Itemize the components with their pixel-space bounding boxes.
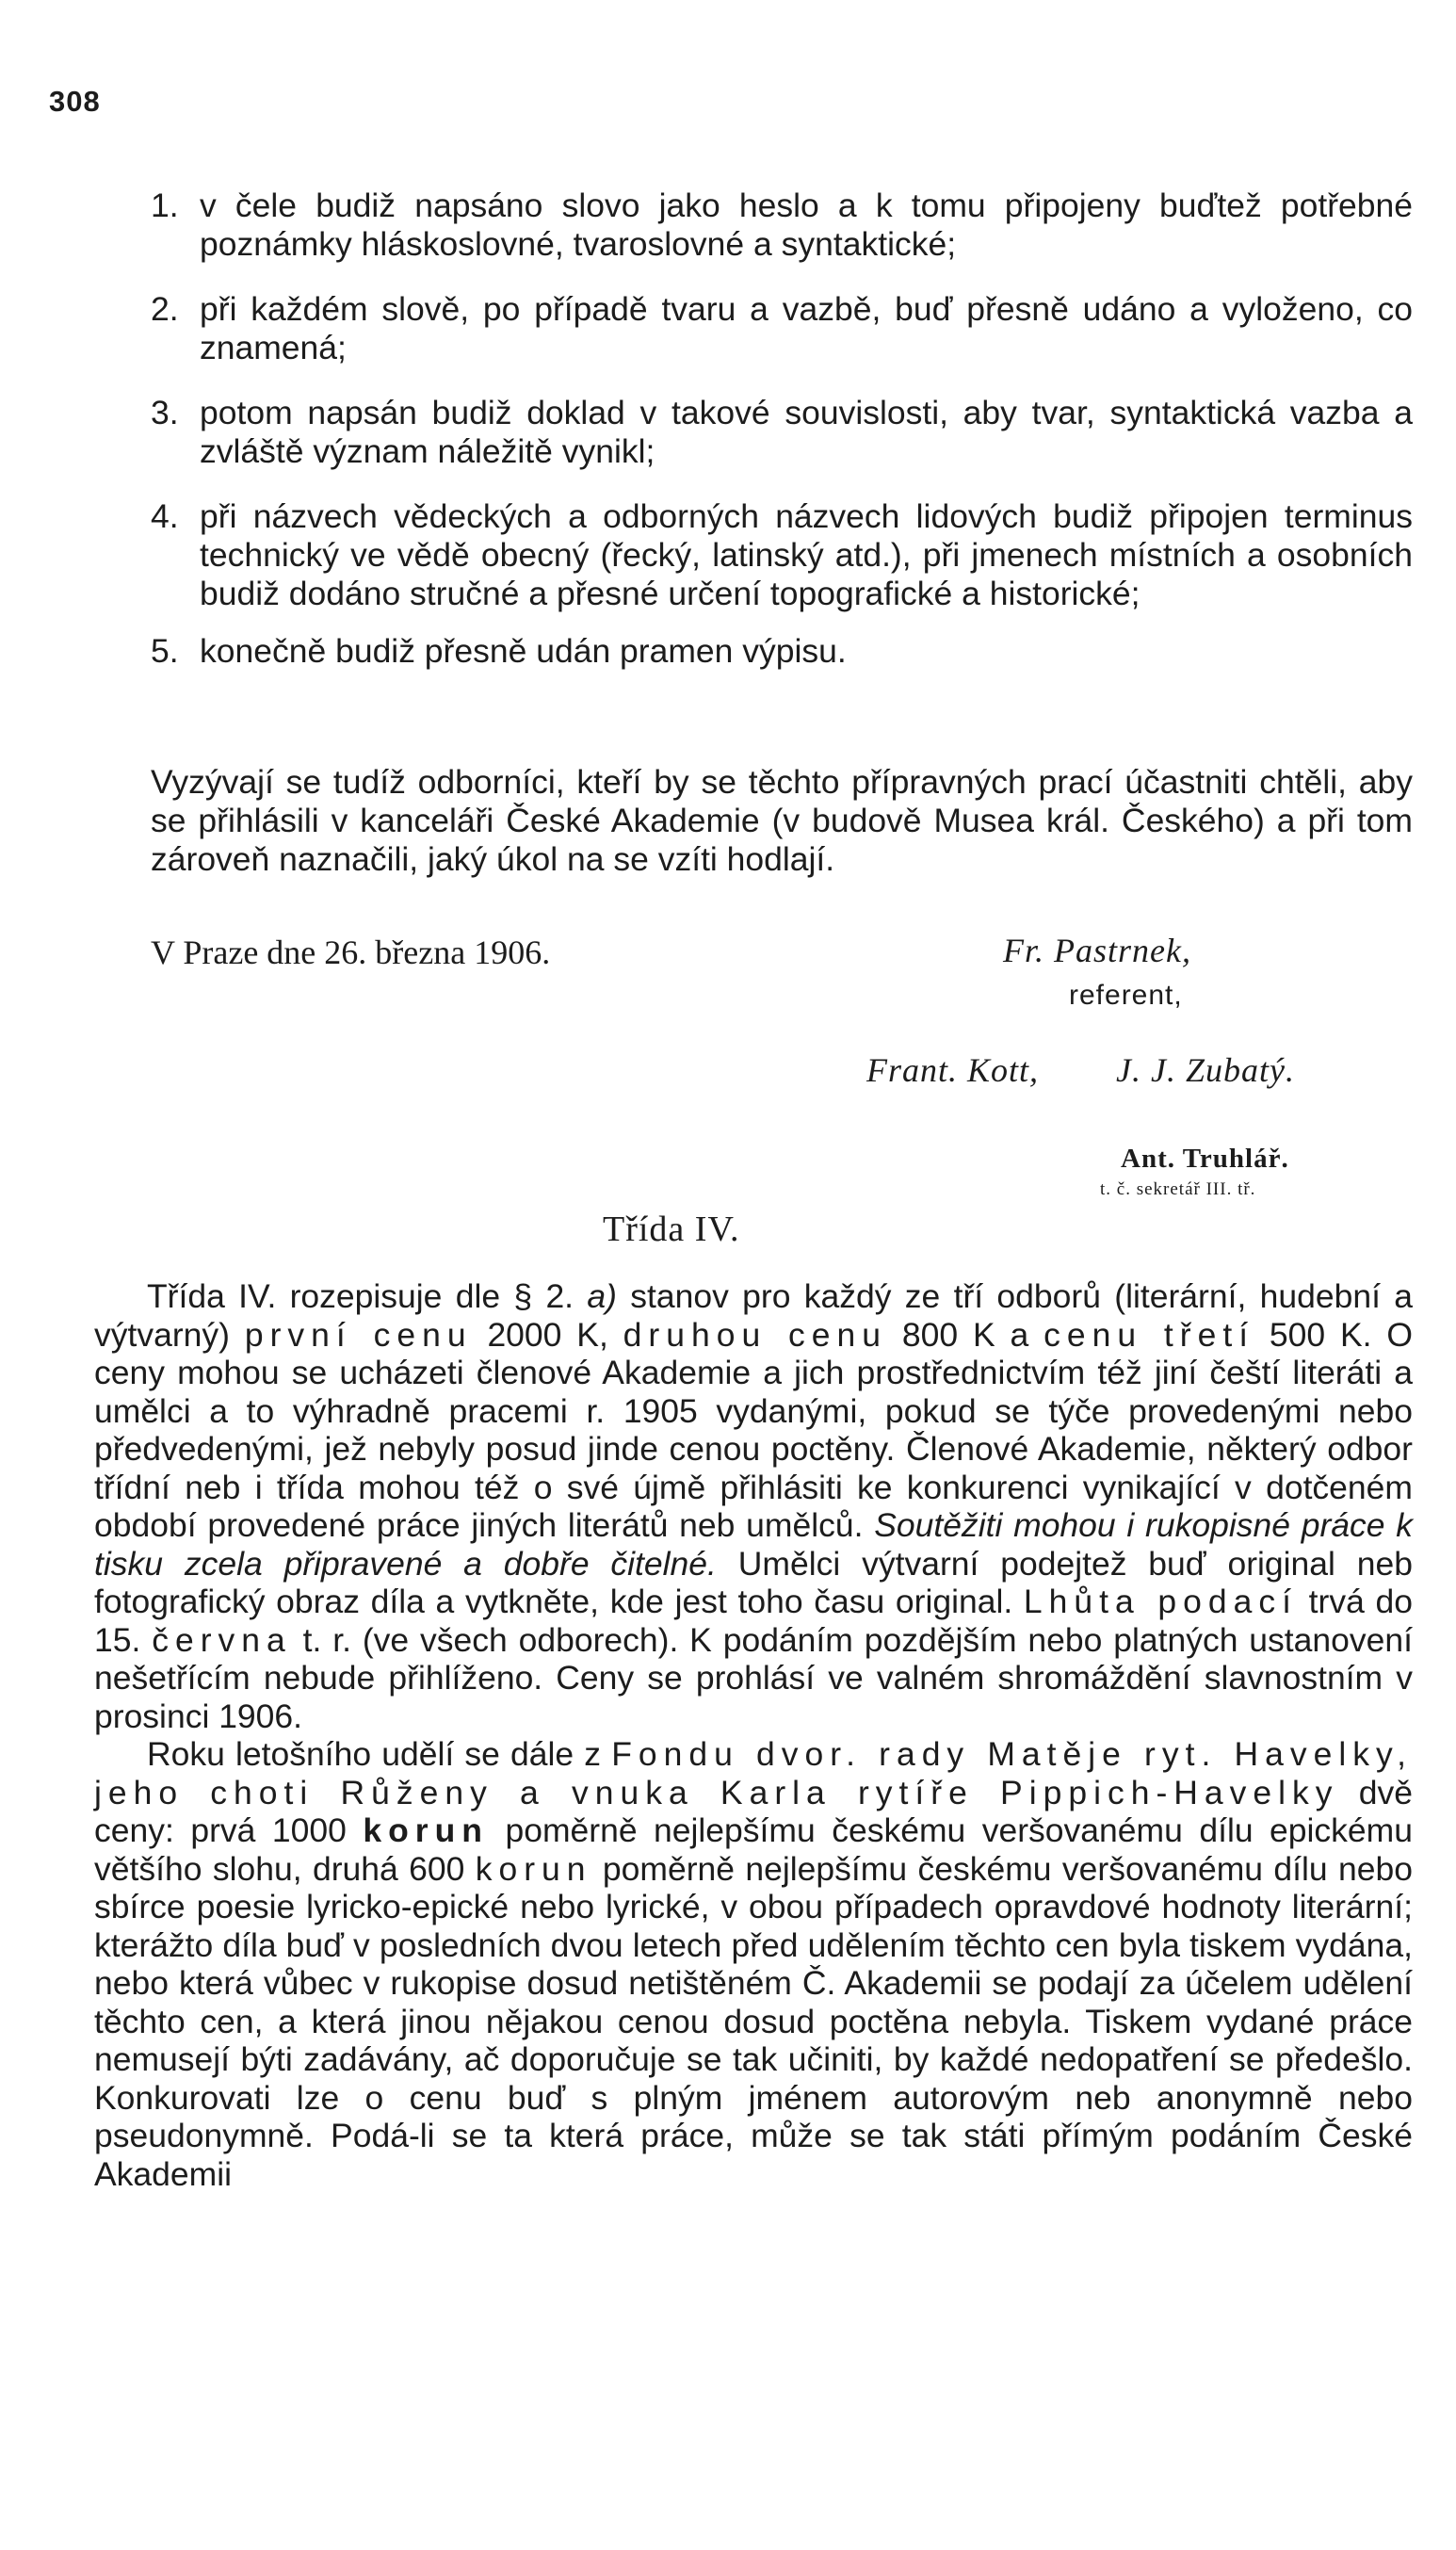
date-line: V Praze dne 26. března 1906.	[151, 934, 551, 971]
fund-paragraph	[94, 1735, 1413, 2193]
signature-kott: Frant. Kott,	[866, 1051, 1040, 1089]
text-run: t. r. (ve všech odborech). K podáním pozdějším nebo platných ustanovení nešetřícím nebude přihlíženo. Ceny se prohlásí ve valném shromáždění slavnostním v prosinci 1906.	[94, 1620, 1413, 1735]
list-item-text: potom napsán budiž doklad v takové souvislosti, aby tvar, syntaktická vazba a zvláště význam náležitě vynikl;	[200, 394, 1413, 470]
list-item-number: 5.	[151, 632, 179, 670]
appeal-paragraph	[151, 763, 1413, 879]
list-item-number: 4.	[151, 497, 179, 535]
section-heading: Třída IV.	[603, 1210, 740, 1249]
spaced-text: Lhůta podací	[1023, 1583, 1298, 1620]
text-run: Umělci výtvarní podejtež buď original neb fotografický obraz díla a vytkněte, kde jest toho času original.	[94, 1544, 1413, 1620]
spaced-text: cenu třetí	[1043, 1315, 1255, 1354]
spaced-text: korun	[363, 1811, 489, 1849]
prize-paragraph	[94, 1277, 1413, 1735]
list-item-number: 1.	[151, 187, 179, 224]
spaced-text: druhou cenu	[623, 1315, 888, 1354]
list-item	[151, 632, 1413, 671]
text-run: 800 K a	[887, 1315, 1044, 1354]
list-item-text: při názvech vědeckých a odborných názvech lidových budiž připojen terminus technický ve vědě obecný (řecký, latinský atd.), při jmenech místních a osobních budiž dodáno stručné a přesné určení topografické a historické;	[200, 497, 1413, 612]
italic-text: Soutěžiti mohou i rukopisné práce k tisku zcela připravené a dobře čitelné.	[94, 1506, 1414, 1583]
text-run: 500 K. O ceny mohou se ucházeti členové Akademie a jich prostřednictvím též jiní čeští literáti a umělci a to výhradně pracemi r. 1905 vydanými, pokud se týče provedenými nebo předvedenými, jež nebyly posud jinde cenou poctěny. Členové Akademie, některý odbor třídní neb i třída mohou též o své újmě přihlásiti ke konkurenci vynikající v dotčeném období provedené práce jiných literátů neb umělců.	[94, 1315, 1413, 1544]
text-run: trvá do 15.	[94, 1583, 1413, 1659]
text-run: 2000 K,	[472, 1315, 623, 1354]
list-item	[151, 497, 1413, 613]
list-item	[151, 290, 1413, 367]
class-iv-body	[94, 1277, 1413, 2193]
spaced-text: korun	[475, 1849, 592, 1888]
signature-truhlar: Ant. Truhlář.	[1121, 1144, 1289, 1174]
signature-referent-title: referent,	[1069, 980, 1183, 1011]
list-item-text: v čele budiž napsáno slovo jako heslo a k tomu připojeny buďtež potřebné poznámky hláskoslovné, tvaroslovné a syntaktické;	[200, 187, 1413, 263]
text-run: poměrně nejlepšímu českému veršovanému dílu epickému většího slohu, druhá 600	[94, 1811, 1413, 1888]
requirements-list	[151, 187, 1413, 697]
text-run: Roku letošního udělí se dále z	[147, 1735, 612, 1773]
appeal-text: Vyzývají se tudíž odborníci, kteří by se těchto přípravných prací účastniti chtěli, aby se přihlásili v kanceláři České Akademie (v budově Musea král. Českého) a při tom zároveň naznačili, jaký úkol na se vzíti hodlají.	[151, 763, 1413, 878]
list-item	[151, 187, 1413, 264]
list-item-text: při každém slově, po případě tvaru a vazbě, buď přesně udáno a vyloženo, co znamená;	[200, 290, 1413, 366]
text-run: a)	[587, 1277, 617, 1315]
text-run: poměrně nejlepšímu českému veršovanému dílu nebo sbírce poesie lyricko-epické nebo lyrické, v obou případech opravdové hodnoty literární; kterážto díla buď v posledních dvou letech před udělením těchto cen byla tiskem vydána, nebo která vůbec v rukopise dosud netištěném Č. Akademii se podají za účelem udělení těchto cen, a která jinou nějakou cenou dosud poctěna nebyla. Tiskem vydané práce nemusejí býti zadávány, ač doporučuje se tak učiniti, by každé nedopatření se předešlo. Konkurovati lze o cenu buď s plným jménem autorovým neb anonymně nebo pseudonymně. Podá-li se ta která práce, může se tak státi přímým podáním České Akademii	[94, 1849, 1413, 2193]
signature-zubaty: J. J. Zubatý.	[1116, 1051, 1295, 1089]
text-run: Třída IV. rozepisuje dle § 2.	[147, 1277, 588, 1315]
spaced-text: Fondu dvor. rady Matěje ryt. Havelky, jeho choti Růženy a vnuka Karla rytíře Pippich-Havelky	[94, 1735, 1413, 1811]
text-run: dvě ceny: prvá 1000	[94, 1773, 1413, 1849]
list-item	[151, 394, 1413, 471]
text-run: stanov pro každý ze tří odborů (literární, hudební a výtvarný)	[94, 1277, 1413, 1354]
spaced-text: první cenu	[244, 1315, 473, 1354]
signature-sekretar: t. č. sekretář III. tř.	[1100, 1179, 1256, 1199]
signature-pastrnek: Fr. Pastrnek,	[1003, 932, 1191, 969]
list-item-number: 2.	[151, 290, 179, 328]
list-item-number: 3.	[151, 394, 179, 431]
list-item-text: konečně budiž přesně udán pramen výpisu.	[200, 632, 847, 670]
page-number: 308	[49, 85, 101, 118]
spaced-text: června	[152, 1620, 292, 1659]
